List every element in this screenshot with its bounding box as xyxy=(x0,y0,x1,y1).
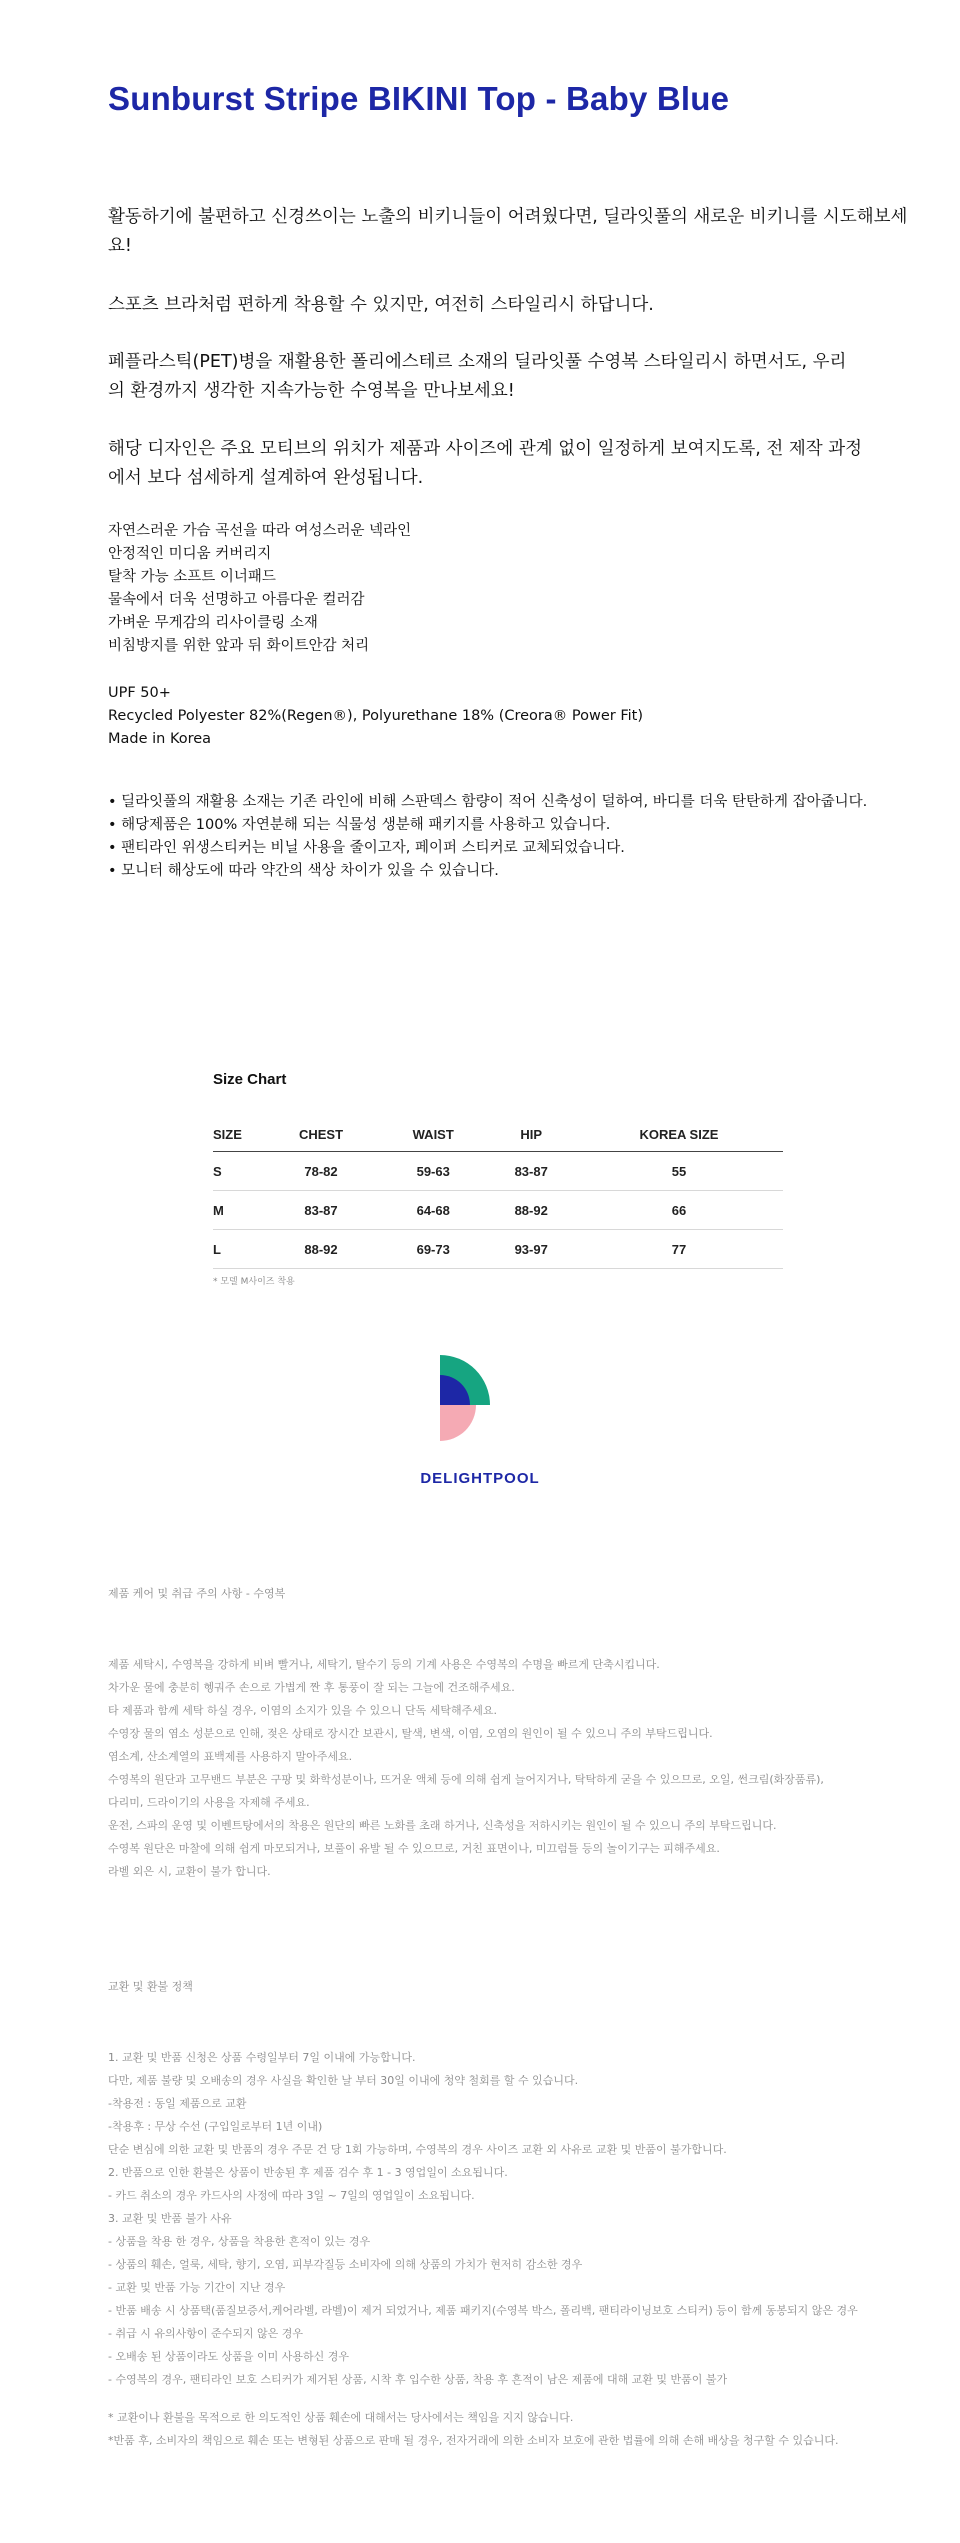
spec-origin: Made in Korea xyxy=(108,731,212,747)
exchange-list xyxy=(108,2046,858,2391)
exchange-item: - 오배송 된 상품이라도 상품을 이미 사용하신 경우 xyxy=(108,2350,349,2363)
waist-cell: 64-68 xyxy=(379,1191,487,1230)
exchange-item: - 교환 및 반품 가능 기간이 지난 경우 xyxy=(108,2281,286,2294)
hip-cell: 83-87 xyxy=(487,1152,575,1191)
exchange-item: 3. 교환 및 반품 불가 사유 xyxy=(108,2212,232,2225)
description-intro: 활동하기에 불편하고 신경쓰이는 노출의 비키니들이 어려웠다면, 딜라잇풀의 새로운 비키니를 시도해보세요! xyxy=(108,207,908,256)
exchange-item: -착용후 : 무상 수선 (구입일로부터 1년 이내) xyxy=(108,2120,323,2133)
header-korea-size: KOREA SIZE xyxy=(575,1118,783,1152)
exchange-item: - 상품의 훼손, 얼룩, 세탁, 향기, 오염, 피부각질등 소비자에 의해 상품의 가치가 현저히 감소한 경우 xyxy=(108,2258,583,2271)
korea-size-cell: 66 xyxy=(575,1191,783,1230)
chest-cell: 88-92 xyxy=(263,1230,379,1269)
chest-cell: 83-87 xyxy=(263,1191,379,1230)
feature-item: 가벼운 무게감의 리사이클링 소재 xyxy=(108,615,318,631)
care-item: 수영복 원단은 마찰에 의해 쉽게 마모되거나, 보풀이 유발 될 수 있으므로, 거친 표면이나, 미끄럼틀 등의 놀이기구는 피해주세요. xyxy=(108,1842,720,1855)
table-row xyxy=(213,1191,783,1230)
header-size: SIZE xyxy=(213,1118,263,1152)
care-item: 수영장 물의 염소 성분으로 인해, 젖은 상태로 장시간 보관시, 탈색, 변색, 이염, 오염의 원인이 될 수 있으니 주의 부탁드립니다. xyxy=(108,1727,713,1740)
size-cell: L xyxy=(213,1230,263,1269)
brand-name: DELIGHTPOOL xyxy=(420,1470,540,1487)
header-hip: HIP xyxy=(487,1118,575,1152)
exchange-item: - 반품 배송 시 상품택(품질보증서,케어라벨, 라벨)이 제거 되었거나, 제품 패키지(수영복 박스, 폴리백, 팬티라이닝보호 스티커) 등이 함께 동봉되지 않은 경우 xyxy=(108,2304,858,2317)
feature-item: 물속에서 더욱 선명하고 아름다운 컬러감 xyxy=(108,592,365,608)
exchange-footnotes xyxy=(108,2406,838,2452)
notice-item: • 해당제품은 100% 자연분해 되는 식물성 생분해 패키지를 사용하고 있습니다. xyxy=(108,817,611,833)
exchange-item: - 상품을 착용 한 경우, 상품을 착용한 흔적이 있는 경우 xyxy=(108,2235,371,2248)
waist-cell: 69-73 xyxy=(379,1230,487,1269)
korea-size-cell: 77 xyxy=(575,1230,783,1269)
exchange-item: 단순 변심에 의한 교환 및 반품의 경우 주문 건 당 1회 가능하며, 수영복의 경우 사이즈 교환 외 사유로 교환 및 반품이 불가합니다. xyxy=(108,2143,727,2156)
feature-item: 비침방지를 위한 앞과 뒤 화이트안감 처리 xyxy=(108,638,370,654)
waist-cell: 59-63 xyxy=(379,1152,487,1191)
product-title: Sunburst Stripe BIKINI Top - Baby Blue xyxy=(108,80,730,117)
description-material: 페플라스틱(PET)병을 재활용한 폴리에스테르 소재의 딜라잇풀 수영복 스타일리시 하면서도, 우리의 환경까지 생각한 지속가능한 수영복을 만나보세요! xyxy=(108,352,847,401)
care-title: 제품 케어 및 취급 주의 사항 - 수영복 xyxy=(108,1587,286,1600)
size-cell: S xyxy=(213,1152,263,1191)
spec-upf: UPF 50+ xyxy=(108,685,171,701)
care-item: 수영복의 원단과 고무밴드 부분은 구팡 및 화학성분이나, 뜨거운 액체 등에 의해 쉽게 늘어지거나, 탁탁하게 굳을 수 있으므로, 오일, 썬크림(화장품류), xyxy=(108,1773,824,1786)
table-row xyxy=(213,1230,783,1269)
care-item: 제품 세탁시, 수영복을 강하게 비벼 빨거나, 세탁기, 탈수기 등의 기계 사용은 수영복의 수명을 빠르게 단축시킵니다. xyxy=(108,1658,660,1671)
hip-cell: 88-92 xyxy=(487,1191,575,1230)
feature-item: 안정적인 미디움 커버리지 xyxy=(108,546,272,562)
feature-item: 자연스러운 가슴 곡선을 따라 여성스러운 넥라인 xyxy=(108,523,412,539)
exchange-item: - 수영복의 경우, 팬티라인 보호 스티커가 제거된 상품, 시착 후 입수한 상품, 착용 후 흔적이 남은 제품에 대해 교환 및 반품이 불가 xyxy=(108,2373,728,2386)
spec-material: Recycled Polyester 82%(Regen®), Polyurethane 18% (Creora® Power Fit) xyxy=(108,708,643,724)
description-comfort: 스포츠 브라처럼 편하게 착용할 수 있지만, 여전히 스타일리시 하답니다. xyxy=(108,295,654,315)
notice-item: • 팬티라인 위생스티커는 비닐 사용을 줄이고자, 페이퍼 스티커로 교체되었습니다. xyxy=(108,840,625,856)
size-chart-header-row xyxy=(213,1118,783,1152)
description-design: 해당 디자인은 주요 모티브의 위치가 제품과 사이즈에 관계 없이 일정하게 보여지도록, 전 제작 과정에서 보다 섬세하게 설계하여 완성됩니다. xyxy=(108,439,863,488)
care-list xyxy=(108,1653,824,1883)
model-size-note: * 모델 M사이즈 착용 xyxy=(213,1277,295,1287)
notice-item: • 모니터 해상도에 따라 약간의 색상 차이가 있을 수 있습니다. xyxy=(108,863,499,879)
exchange-item: - 취급 시 유의사항이 준수되지 않은 경우 xyxy=(108,2327,303,2340)
feature-item: 탈착 가능 소프트 이너패드 xyxy=(108,569,276,585)
notice-list xyxy=(108,791,868,883)
care-item: 타 제품과 함께 세탁 하실 경우, 이염의 소지가 있을 수 있으니 단독 세탁해주세요. xyxy=(108,1704,497,1717)
size-cell: M xyxy=(213,1191,263,1230)
care-item: 차가운 물에 충분히 헹궈주 손으로 가볍게 짠 후 통풍이 잘 되는 그늘에 건조해주세요. xyxy=(108,1681,515,1694)
korea-size-cell: 55 xyxy=(575,1152,783,1191)
header-waist: WAIST xyxy=(379,1118,487,1152)
delightpool-logo-icon xyxy=(430,1355,530,1455)
exchange-footnote: * 교환이나 환불을 목적으로 한 의도적인 상품 훼손에 대해서는 당사에서는 책임을 지지 않습니다. xyxy=(108,2411,574,2424)
size-chart-table xyxy=(213,1118,783,1269)
exchange-footnote: *반품 후, 소비자의 책임으로 훼손 또는 변형된 상품으로 판매 될 경우, 전자거래에 의한 소비자 보호에 관한 법률에 의해 손해 배상을 청구할 수 있습니다. xyxy=(108,2434,839,2447)
exchange-item: 다만, 제품 불량 및 오배송의 경우 사실을 확인한 날 부터 30일 이내에 청약 철회를 할 수 있습니다. xyxy=(108,2074,579,2087)
header-chest: CHEST xyxy=(263,1118,379,1152)
exchange-item: - 카드 취소의 경우 카드사의 사정에 따라 3일 ~ 7일의 영업일이 소요됩니다. xyxy=(108,2189,475,2202)
size-chart-title: Size Chart xyxy=(213,1071,287,1088)
chest-cell: 78-82 xyxy=(263,1152,379,1191)
exchange-title: 교환 및 환불 정책 xyxy=(108,1980,193,1993)
exchange-item: 2. 반품으로 인한 환불은 상품이 반송된 후 제품 검수 후 1 - 3 영업일이 소요됩니다. xyxy=(108,2166,508,2179)
spec-list xyxy=(108,682,643,751)
care-item: 염소계, 산소계열의 표백제를 사용하지 말아주세요. xyxy=(108,1750,353,1763)
care-item: 라벨 외은 시, 교환이 불가 합니다. xyxy=(108,1865,271,1878)
care-item: 운전, 스파의 운영 및 이벤트탕에서의 착용은 원단의 빠른 노화를 초래 하거나, 신축성을 저하시키는 원인이 될 수 있으니 주의 부탁드립니다. xyxy=(108,1819,777,1832)
exchange-item: -착용전 : 동일 제품으로 교환 xyxy=(108,2097,247,2110)
care-item: 다리미, 드라이기의 사용을 자제해 주세요. xyxy=(108,1796,310,1809)
hip-cell: 93-97 xyxy=(487,1230,575,1269)
notice-item: • 딜라잇풀의 재활용 소재는 기존 라인에 비해 스판덱스 함량이 적어 신축성이 덜하여, 바디를 더욱 탄탄하게 잡아줍니다. xyxy=(108,794,868,810)
exchange-item: 1. 교환 및 반품 신청은 상품 수령일부터 7일 이내에 가능합니다. xyxy=(108,2051,416,2064)
table-row xyxy=(213,1152,783,1191)
feature-list xyxy=(108,520,411,658)
